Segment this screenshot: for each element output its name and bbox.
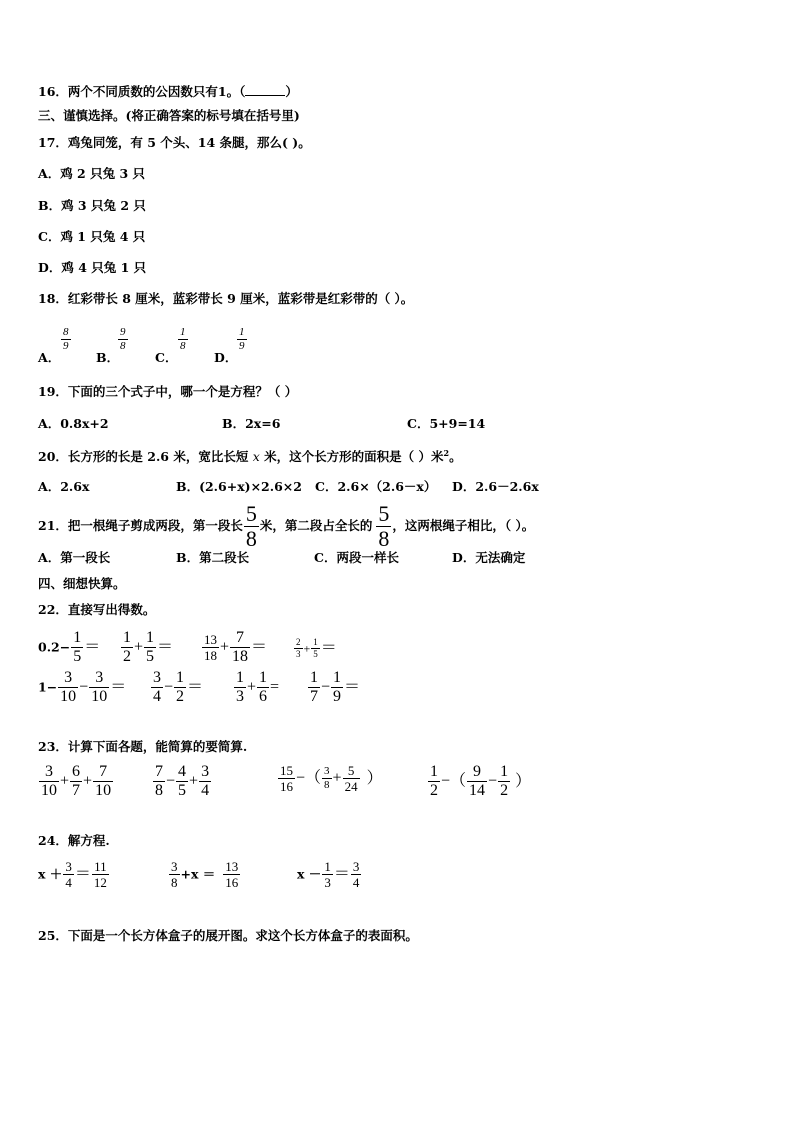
operator: − <box>488 772 498 790</box>
numerator: 1 <box>500 763 509 780</box>
q17-option-a: A．鸡 2 只兔 3 只 <box>38 166 146 181</box>
q21-option-c: C．两段一样长 <box>314 550 399 565</box>
denominator: 10 <box>60 688 77 705</box>
denominator: 5 <box>178 782 187 799</box>
q19-option-c: C．5+9=14 <box>407 416 486 431</box>
denominator: 24 <box>344 779 358 794</box>
q23-expr-1 <box>38 764 114 799</box>
expr-middle: +x ＝ <box>180 866 216 882</box>
equals-sign: ＝ <box>74 865 91 883</box>
q21-option-b: B．第二段长 <box>176 550 250 565</box>
q18-frac-d <box>236 327 248 352</box>
question-16-text: 16．两个不同质数的公因数只有1。（ <box>38 84 246 99</box>
denominator: 18 <box>204 648 217 663</box>
operator: + <box>60 772 70 790</box>
numerator: 1 <box>236 669 244 686</box>
question-18-stem: 18．红彩带长 8 厘米，蓝彩带长 9 厘米，蓝彩带是红彩带的（ ）。 <box>38 291 414 306</box>
q23-expr-2 <box>152 764 212 799</box>
q20-stem-a: 20．长方形的长是 2.6 米，宽比长短 <box>38 449 249 465</box>
denominator: 5 <box>73 648 82 665</box>
operator: − <box>79 678 89 696</box>
denominator: 8 <box>324 779 330 791</box>
denominator: 4 <box>65 875 72 890</box>
denominator: 8 <box>171 875 178 890</box>
q24-equation-3 <box>297 860 362 889</box>
denominator: 10 <box>91 688 108 705</box>
numerator: 3 <box>95 669 104 686</box>
numerator: 9 <box>473 763 482 780</box>
denominator: 9 <box>333 688 342 705</box>
expr-prefix: 1− <box>38 679 58 695</box>
section-4-heading: 四、细想快算。 <box>38 576 126 591</box>
numerator: 7 <box>236 629 245 646</box>
q20-option-d: D．2.6－2.6x <box>452 479 539 494</box>
numerator: 1 <box>239 326 245 338</box>
operator: + <box>189 772 199 790</box>
denominator: 2 <box>500 782 509 799</box>
denominator: 3 <box>324 875 331 890</box>
q21-option-d: D．无法确定 <box>452 550 526 565</box>
numerator: 1 <box>73 629 82 646</box>
numerator: 3 <box>65 859 72 874</box>
numerator: 1 <box>313 637 318 647</box>
denominator: 2 <box>123 648 131 665</box>
expr-prefix: 0.2− <box>38 639 71 655</box>
question-16 <box>38 84 298 99</box>
numerator: 3 <box>153 669 161 686</box>
numerator: 11 <box>94 859 107 874</box>
question-25-stem: 25．下面是一个长方体盒子的展开图。求这个长方体盒子的表面积。 <box>38 928 418 943</box>
denominator: 6 <box>259 688 268 705</box>
question-21-stem <box>38 503 534 550</box>
q22-expr-2 <box>120 630 173 665</box>
denominator: 2 <box>430 782 438 799</box>
q19-option-a: A．0.8x+2 <box>38 416 109 431</box>
denominator: 5 <box>313 649 318 659</box>
q17-option-d: D．鸡 4 只兔 1 只 <box>38 260 147 275</box>
numerator: 13 <box>225 859 239 874</box>
expr-prefix: x － <box>297 866 322 882</box>
close-paren: ） <box>366 769 383 787</box>
denominator: 8 <box>180 340 186 352</box>
numerator: 3 <box>324 765 330 777</box>
operator: − <box>321 678 331 696</box>
q23-expr-3 <box>277 764 383 793</box>
denominator: 7 <box>310 688 318 705</box>
numerator: 9 <box>120 326 126 338</box>
numerator: 3 <box>64 669 73 686</box>
denominator: 8 <box>378 526 390 551</box>
numerator: 7 <box>155 763 163 780</box>
q20-end: 。 <box>449 449 462 465</box>
numerator: 1 <box>430 763 438 780</box>
q20-option-c: C．2.6×（2.6－x） <box>315 479 437 494</box>
denominator: 12 <box>93 875 107 890</box>
q22-expr-4 <box>293 638 337 659</box>
numerator: 2 <box>296 637 301 647</box>
numerator: 6 <box>72 763 81 780</box>
q24-equation-2 <box>168 860 241 889</box>
q18-frac-b <box>117 327 129 352</box>
denominator: 7 <box>72 782 81 799</box>
q21-stem-a: 21．把一根绳子剪成两段，第一段长 <box>38 518 243 533</box>
denominator: 10 <box>41 782 57 799</box>
numerator: 5 <box>245 501 257 526</box>
operator: −（ <box>296 769 322 787</box>
operator: + <box>83 772 93 790</box>
equals-sign: ＝ <box>157 638 174 656</box>
numerator: 5 <box>378 501 390 526</box>
equals-sign: ＝ <box>320 639 337 657</box>
q22-expr-5 <box>38 670 126 705</box>
operator: − <box>166 772 176 790</box>
q21-end: ，这两根绳子相比，（ ）。 <box>392 518 535 533</box>
numerator: 8 <box>63 326 69 338</box>
q19-option-b: B．2x=6 <box>222 416 281 431</box>
denominator: 4 <box>201 782 210 799</box>
numerator: 1 <box>123 629 131 646</box>
numerator: 3 <box>201 763 210 780</box>
denominator: 4 <box>352 875 360 890</box>
q24-equation-1 <box>38 860 110 889</box>
question-23-stem: 23．计算下面各题，能简算的要简算. <box>38 739 248 754</box>
denominator: 14 <box>469 782 486 799</box>
equals-sign: ＝ <box>251 638 268 656</box>
numerator: 7 <box>99 763 108 780</box>
denominator: 2 <box>176 688 185 705</box>
q21-mid: 米，第二段占全长的 <box>259 518 373 533</box>
expr-prefix: x ＋ <box>38 866 63 882</box>
numerator: 13 <box>204 632 217 647</box>
equals-sign: ＝ <box>187 678 204 696</box>
numerator: 1 <box>176 669 185 686</box>
numerator: 1 <box>180 326 186 338</box>
denominator: 8 <box>120 340 126 352</box>
operator: − <box>164 678 174 696</box>
denominator: 10 <box>95 782 112 799</box>
equals-sign: ＝ <box>84 638 101 656</box>
q17-option-b: B．鸡 3 只兔 2 只 <box>38 198 146 213</box>
q22-expr-7 <box>233 670 279 705</box>
numerator: 1 <box>333 669 342 686</box>
equals-sign: ＝ <box>344 678 361 696</box>
question-22-stem: 22．直接写出得数。 <box>38 602 156 617</box>
q20-option-a: A．2.6x <box>38 479 90 494</box>
question-24-stem: 24．解方程. <box>38 833 110 848</box>
operator: + <box>220 638 230 656</box>
q22-expr-8 <box>307 670 360 705</box>
numerator: 5 <box>347 763 355 778</box>
numerator: 1 <box>259 669 268 686</box>
denominator: 3 <box>296 649 301 659</box>
denominator: 8 <box>245 526 257 551</box>
numerator: 1 <box>324 859 331 874</box>
operator: −（ <box>441 772 467 790</box>
q20-superscript: 2 <box>443 448 450 458</box>
question-20-stem <box>38 449 462 464</box>
numerator: 3 <box>45 763 53 780</box>
numerator: 4 <box>178 763 187 780</box>
operator: + <box>332 769 342 787</box>
question-16-close: ） <box>285 84 298 99</box>
denominator: 4 <box>153 688 161 705</box>
denominator: 8 <box>155 782 163 799</box>
denominator: 5 <box>146 648 155 665</box>
denominator: 16 <box>225 875 239 890</box>
answer-blank[interactable] <box>245 84 285 96</box>
numerator: 1 <box>310 669 318 686</box>
numerator: 15 <box>280 763 293 778</box>
q22-expr-6 <box>150 670 203 705</box>
equals-sign: ＝ <box>333 865 350 883</box>
q18-label-d: D． <box>214 350 238 365</box>
numerator: 1 <box>146 629 155 646</box>
section-3-heading: 三、谨慎选择。(将正确答案的标号填在括号里) <box>38 108 300 123</box>
denominator: 16 <box>280 779 293 794</box>
denominator: 3 <box>236 688 244 705</box>
q20-stem-b: 米，这个长方形的面积是（ ）米 <box>264 449 444 465</box>
denominator: 18 <box>232 648 249 665</box>
q17-option-c: C．鸡 1 只兔 4 只 <box>38 229 146 244</box>
q20-option-b: B．(2.6+x)×2.6×2 <box>176 479 302 494</box>
q21-option-a: A．第一段长 <box>38 550 111 565</box>
q23-expr-4 <box>427 764 531 799</box>
denominator: 9 <box>239 340 245 352</box>
equals-sign: ＝ <box>110 678 127 696</box>
denominator: 9 <box>63 340 69 352</box>
operator: + <box>303 641 311 656</box>
q20-variable: x <box>252 449 260 465</box>
close-paren: ） <box>515 772 532 790</box>
question-17-stem: 17．鸡兔同笼，有 5 个头、14 条腿，那么( )。 <box>38 135 311 150</box>
q18-label-c: C． <box>155 350 178 365</box>
equals-sign: = <box>270 678 280 696</box>
operator: + <box>134 638 144 656</box>
question-19-stem: 19．下面的三个式子中，哪一个是方程？（ ） <box>38 384 298 399</box>
q18-label-b: B． <box>96 350 120 365</box>
q22-expr-1 <box>38 630 100 665</box>
operator: + <box>247 678 257 696</box>
q18-frac-c <box>177 327 189 352</box>
numerator: 3 <box>352 859 360 874</box>
numerator: 3 <box>171 859 178 874</box>
q22-expr-3 <box>201 630 267 665</box>
q18-label-a: A． <box>38 350 61 365</box>
q18-frac-a <box>60 327 72 352</box>
